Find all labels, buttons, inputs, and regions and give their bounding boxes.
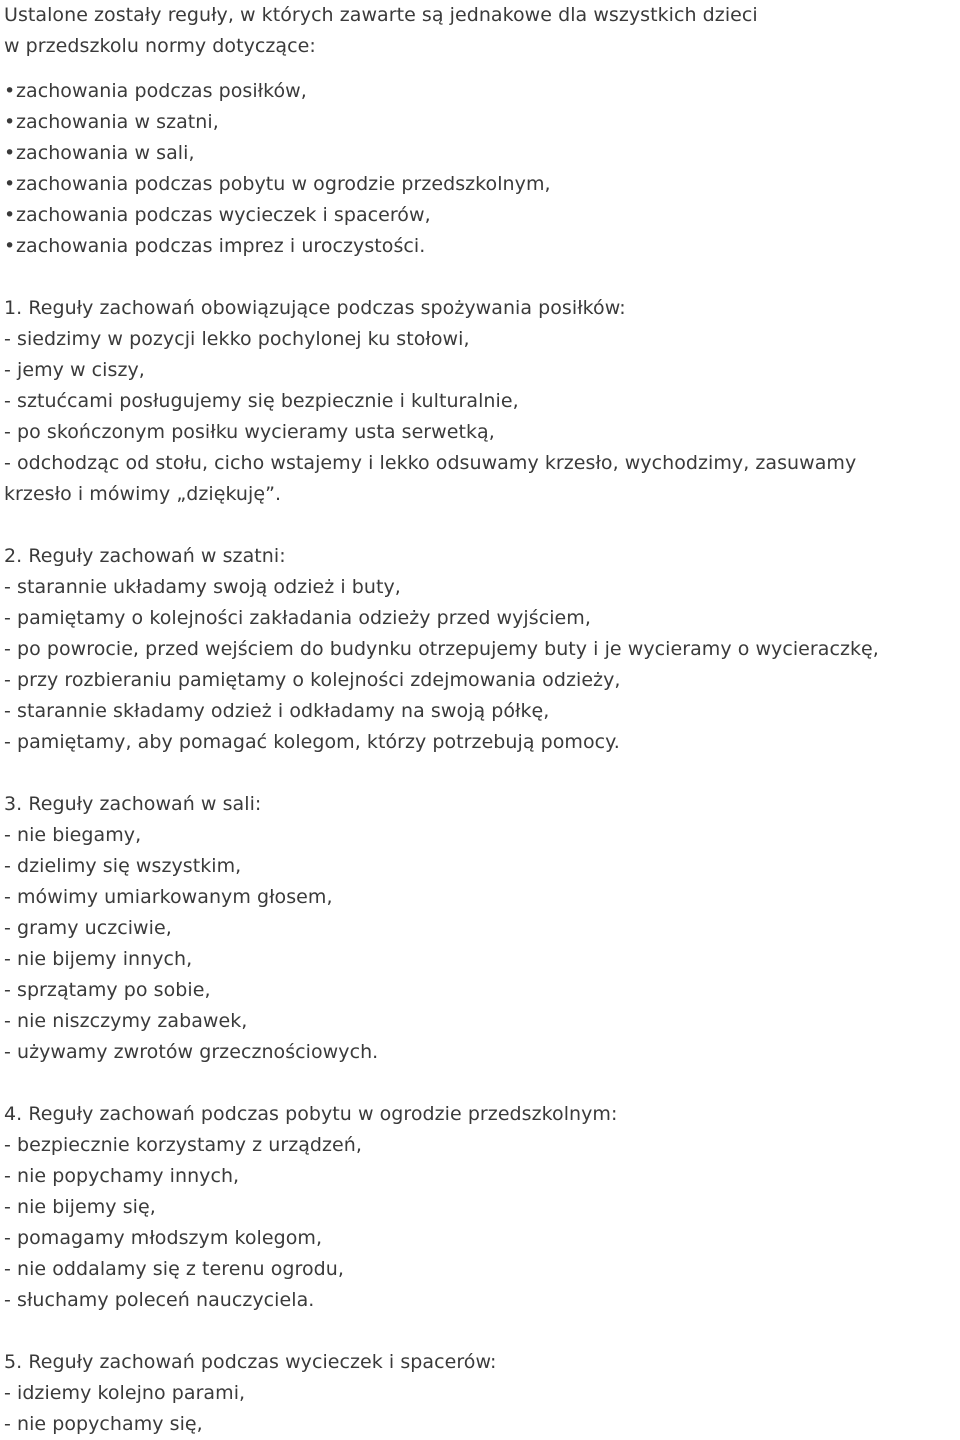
bullet-icon: •	[4, 80, 16, 102]
rule-line: krzesło i mówimy „dziękuję”.	[4, 483, 282, 505]
rule-line: - nie bijemy innych,	[4, 948, 193, 970]
rule-line: - odchodząc od stołu, cicho wstajemy i lekko odsuwamy krzesło, wychodzimy, zasuwamy	[4, 452, 857, 474]
bullet-icon: •	[4, 204, 16, 226]
rule-line: - nie popychamy się,	[4, 1413, 203, 1435]
rule-line: - po skończonym posiłku wycieramy usta serwetką,	[4, 421, 495, 443]
bullet-text: zachowania podczas pobytu w ogrodzie przedszkolnym,	[16, 173, 551, 195]
section-classroom	[4, 789, 960, 1068]
bullet-icon: •	[4, 142, 16, 164]
bullet-text: zachowania podczas imprez i uroczystości.	[16, 235, 426, 257]
rule-line: - przy rozbieraniu pamiętamy o kolejności zdejmowania odzieży,	[4, 669, 621, 691]
section-cloakroom	[4, 541, 960, 758]
rule-line: - starannie składamy odzież i odkładamy na swoją półkę,	[4, 700, 550, 722]
rule-line: - słuchamy poleceń nauczyciela.	[4, 1289, 315, 1311]
section-heading: 2. Reguły zachowań w szatni:	[4, 545, 286, 567]
rule-line: - gramy uczciwie,	[4, 917, 172, 939]
bullet-item	[4, 138, 960, 169]
rule-line: - pamiętamy, aby pomagać kolegom, którzy potrzebują pomocy.	[4, 731, 620, 753]
rule-line: - starannie układamy swoją odzież i buty,	[4, 576, 401, 598]
rule-line: - po powrocie, przed wejściem do budynku otrzepujemy buty i je wycieramy o wycieraczkę,	[4, 638, 879, 660]
rule-line: - nie bijemy się,	[4, 1196, 156, 1218]
rule-line: - sprzątamy po sobie,	[4, 979, 211, 1001]
bullet-item	[4, 76, 960, 107]
rule-line: - nie biegamy,	[4, 824, 142, 846]
bullet-text: zachowania podczas posiłków,	[16, 80, 307, 102]
section-trips	[4, 1347, 960, 1440]
section-heading: 4. Reguły zachowań podczas pobytu w ogrodzie przedszkolnym:	[4, 1103, 618, 1125]
rule-line: - używamy zwrotów grzecznościowych.	[4, 1041, 379, 1063]
rule-line: - bezpiecznie korzystamy z urządzeń,	[4, 1134, 362, 1156]
bullet-item	[4, 107, 960, 138]
norms-bullet-list	[4, 76, 960, 262]
bullet-icon: •	[4, 111, 16, 133]
intro-line: Ustalone zostały reguły, w których zawarte są jednakowe dla wszystkich dzieci	[4, 4, 758, 26]
bullet-icon: •	[4, 235, 16, 257]
intro-paragraph	[4, 0, 960, 62]
rule-line: - nie niszczymy zabawek,	[4, 1010, 248, 1032]
section-heading: 3. Reguły zachowań w sali:	[4, 793, 262, 815]
section-heading: 5. Reguły zachowań podczas wycieczek i spacerów:	[4, 1351, 497, 1373]
rule-line: - idziemy kolejno parami,	[4, 1382, 246, 1404]
rule-line: - siedzimy w pozycji lekko pochylonej ku stołowi,	[4, 328, 470, 350]
rule-line: - pamiętamy o kolejności zakładania odzieży przed wyjściem,	[4, 607, 591, 629]
section-garden	[4, 1099, 960, 1316]
bullet-item	[4, 200, 960, 231]
bullet-text: zachowania podczas wycieczek i spacerów,	[16, 204, 431, 226]
bullet-text: zachowania w szatni,	[16, 111, 219, 133]
rule-line: - jemy w ciszy,	[4, 359, 145, 381]
bullet-item	[4, 231, 960, 262]
rule-line: - pomagamy młodszym kolegom,	[4, 1227, 323, 1249]
rule-line: - nie popychamy innych,	[4, 1165, 240, 1187]
bullet-icon: •	[4, 173, 16, 195]
bullet-text: zachowania w sali,	[16, 142, 195, 164]
section-heading: 1. Reguły zachowań obowiązujące podczas spożywania posiłków:	[4, 297, 626, 319]
section-meals	[4, 293, 960, 510]
rule-line: - dzielimy się wszystkim,	[4, 855, 242, 877]
rule-line: - nie oddalamy się z terenu ogrodu,	[4, 1258, 344, 1280]
rule-line: - mówimy umiarkowanym głosem,	[4, 886, 333, 908]
intro-line: w przedszkolu normy dotyczące:	[4, 35, 316, 57]
bullet-item	[4, 169, 960, 200]
rule-line: - sztućcami posługujemy się bezpiecznie i kulturalnie,	[4, 390, 519, 412]
